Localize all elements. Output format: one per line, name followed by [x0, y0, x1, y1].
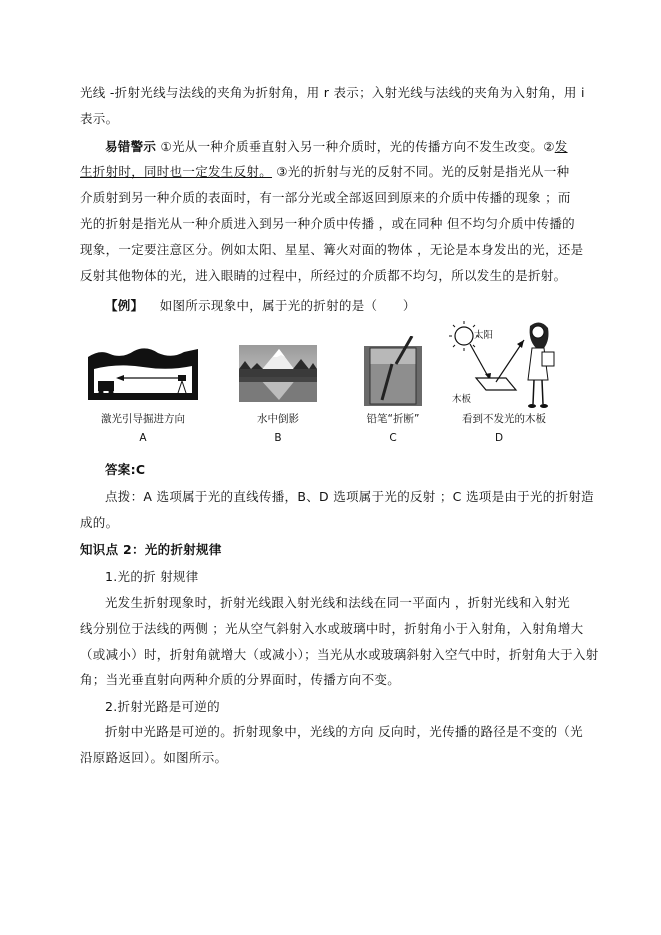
subsection-title: 2.折射光路是可逆的 — [105, 699, 220, 714]
text-line: 光的折射是指光从一种介质进入到另一种介质中传播 ，或在同种 但不均匀介质中传播的 — [80, 216, 575, 231]
text-line: 现象，一定要注意区分。例如太阳、星星、篝火对面的物体 ，无论是本身发出的光，还是 — [80, 242, 584, 257]
sun-label: 太阳 — [474, 330, 494, 341]
figure-c-letter: C — [389, 432, 397, 444]
text-line: 折射中光路是可逆的。折射现象中，光线的方向 反向时，光传播的路径是不变的（光 — [105, 724, 583, 739]
example-question: 如图所示现象中，属于光的折射的是（ ） — [159, 298, 416, 313]
figure-b-letter: B — [274, 432, 282, 444]
warning-label: 易错警示 — [105, 139, 157, 154]
warning-underlined-text: 发 — [554, 139, 568, 154]
warning-text: ①光从一种介质垂直射入另一种介质时，光的传播方向不发生改变。② — [160, 139, 555, 154]
warning-line — [105, 137, 568, 155]
pencil-broken-figure — [362, 336, 424, 406]
figure-b-caption: 水中倒影 — [257, 413, 299, 425]
text-line: 反射其他物体的光，进入眼睛的过程中，所经过的介质都不均匀，所以发生的是折射。 — [80, 268, 567, 283]
example-line — [105, 296, 416, 314]
text-line: 角；当光垂直射向两种介质的分界面时，传播方向不变。 — [80, 672, 401, 687]
hint-line: 成的。 — [80, 515, 119, 530]
figure-c-caption: 铅笔“折断” — [366, 413, 420, 425]
figure-d-caption: 看到不发光的木板 — [462, 413, 546, 425]
text-line: 表示。 — [80, 111, 119, 126]
figure-d-letter: D — [494, 432, 504, 444]
section-title: 知识点 2：光的折射规律 — [80, 542, 222, 557]
example-label: 【例】 — [105, 298, 144, 313]
laser-guiding-figure — [88, 345, 198, 400]
warning-underlined-text: 生折射时，同时也一定发生反射。 — [80, 164, 273, 179]
text-line: 光线 -折射光线与法线的夹角为折射角，用 r 表示；入射光线与法线的夹角为入射角，用 i — [80, 85, 585, 100]
text-line: 沿原路返回）。如图所示。 — [80, 750, 228, 765]
text-line: （或减小）时，折射角就增大（或减小）；当光从水或玻璃斜射入空气中时，折射角大于入射 — [80, 647, 599, 662]
figure-a-caption: 激光引导掘进方向 — [101, 413, 185, 425]
figure-a-letter: A — [139, 432, 147, 444]
water-reflection-figure — [239, 345, 317, 402]
answer: 答案:C — [105, 462, 146, 477]
warning-text: ③光的折射与光的反射不同。光的反射是指光从一种 — [276, 164, 570, 179]
text-line: 线分别位于法线的两侧 ；光从空气斜射入水或玻璃中时，折射角小于入射角，入射角增大 — [80, 621, 584, 636]
subsection-title: 1.光的折 射规律 — [105, 569, 199, 584]
text-line: 光发生折射现象时，折射光线跟入射光线和法线在同一平面内 ，折射光线和入射光 — [105, 595, 571, 610]
warning-line — [80, 162, 569, 180]
text-line: 介质射到另一种介质的表面时，有一部分光或全部返回到原来的介质中传播的现象 ；而 — [80, 190, 571, 205]
hint-line: 点拨：A 选项属于光的直线传播，B、D 选项属于光的反射 ；C 选项是由于光的折射造 — [105, 489, 594, 504]
board-label: 木板 — [452, 394, 472, 405]
